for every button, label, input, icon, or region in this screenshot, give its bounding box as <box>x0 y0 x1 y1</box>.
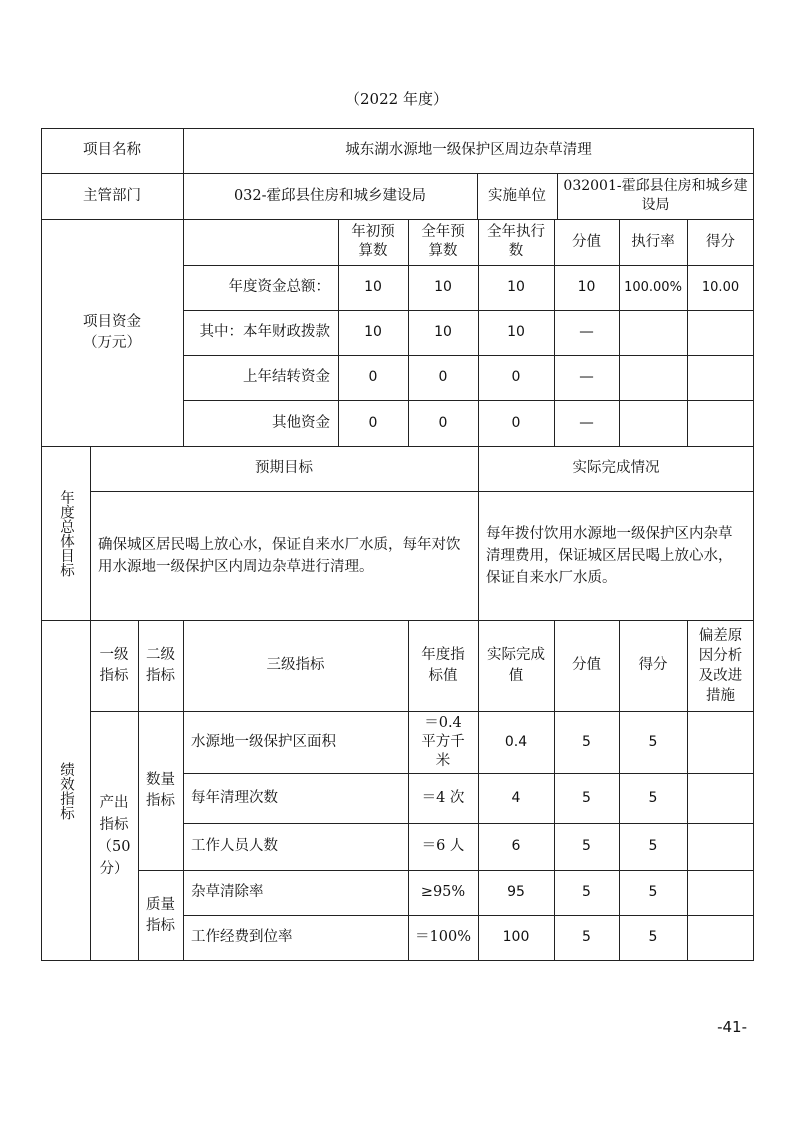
perf-row-actual: 4 <box>511 789 521 806</box>
unit-label: 实施单位 <box>488 187 546 204</box>
funds-label: 项目资金 （万元） <box>83 313 141 351</box>
goals-actual-header: 实际完成情况 <box>572 460 660 476</box>
project-name-value: 城东湖水源地一级保护区周边杂草清理 <box>345 142 592 158</box>
perf-row-actual: 95 <box>507 884 525 900</box>
funds-cell: 100.00% <box>624 280 682 295</box>
funds-row-label: 上年结转资金 <box>243 369 330 385</box>
perf-row-score: 5 <box>582 929 591 945</box>
perf-header-score: 分值 <box>572 657 601 673</box>
perf-header-actual: 实际完成 值 <box>487 646 545 684</box>
perf-label <box>41 620 90 961</box>
perf-label-text: 绩效指标 <box>58 761 74 820</box>
perf-row-target: ＝100% <box>415 929 471 945</box>
performance-table <box>41 128 754 961</box>
funds-header-rate: 执行率 <box>631 233 675 250</box>
goals-expected-header: 预期目标 <box>255 460 313 476</box>
funds-header-executed: 全年执行 数 <box>487 224 545 259</box>
goals-expected-text: 确保城区居民喝上放心水，保证自来水厂水质，每年对饮用水源地一级保护区内周边杂草进行清理。 <box>98 536 461 575</box>
perf-row-target: ＝6 人 <box>421 838 465 854</box>
perf-row-got: 5 <box>648 884 658 900</box>
perf-row-target: ＝4 次 <box>421 789 465 806</box>
funds-cell: 10 <box>364 279 382 295</box>
perf-row-score: 5 <box>582 789 591 806</box>
perf-row-got: 5 <box>648 838 658 854</box>
funds-cell: 10 <box>507 324 525 340</box>
goals-actual-text: 每年拨付饮用水源地一级保护区内杂草清理费用，保证城区居民喝上放心水，保证自来水厂水质。 <box>486 525 733 586</box>
perf-row-name: 杂草清除率 <box>191 884 264 900</box>
funds-cell: — <box>579 324 594 340</box>
perf-row-score: 5 <box>582 884 591 900</box>
project-name-label: 项目名称 <box>83 142 141 158</box>
funds-header-got: 得分 <box>706 233 735 250</box>
funds-header-initial: 年初预 算数 <box>351 224 395 259</box>
goals-label-text: 年度总体目标 <box>58 489 74 577</box>
perf-row-score: 5 <box>582 733 591 750</box>
perf-header-target: 年度指 标值 <box>421 646 465 684</box>
goals-label <box>41 446 90 620</box>
funds-header-score: 分值 <box>572 233 601 250</box>
funds-cell: 0 <box>438 369 448 385</box>
perf-l2-quantity: 数量 指标 <box>146 771 175 809</box>
perf-header-l2: 二级 指标 <box>146 646 175 684</box>
funds-row-label: 其他资金 <box>272 414 330 431</box>
perf-header-reason: 偏差原 因分析 及改进 措施 <box>698 627 743 704</box>
perf-header-l1: 一级 指标 <box>99 646 129 684</box>
unit-value: 032001-霍邱县住房和城乡建设局 <box>563 178 748 213</box>
funds-cell: 10 <box>434 279 452 295</box>
funds-row-label: 其中：本年财政拨款 <box>199 324 330 340</box>
perf-l1-output: 产出 指标 （50 分） <box>97 795 131 877</box>
funds-cell: 0 <box>438 414 448 431</box>
funds-cell: 10 <box>364 324 382 340</box>
perf-row-actual: 100 <box>502 929 530 945</box>
funds-cell: — <box>579 369 594 385</box>
perf-row-got: 5 <box>648 789 658 806</box>
perf-header-got: 得分 <box>638 657 668 673</box>
perf-row-got: 5 <box>648 733 658 750</box>
perf-row-got: 5 <box>648 929 658 945</box>
year-caption: （2022 年度） <box>345 90 448 108</box>
funds-row-label: 年度资金总额： <box>228 279 330 295</box>
funds-cell: 10 <box>507 279 525 295</box>
funds-cell: 0 <box>368 369 378 385</box>
perf-l2-quality: 质量 指标 <box>146 896 175 934</box>
funds-cell: — <box>579 414 594 431</box>
perf-row-name: 每年清理次数 <box>191 789 278 806</box>
perf-row-target: ＝0.4 平方千 米 <box>421 714 465 769</box>
funds-cell: 10 <box>577 279 596 295</box>
perf-row-name: 工作经费到位率 <box>191 929 293 945</box>
funds-header-annual: 全年预 算数 <box>421 224 465 259</box>
funds-cell: 0 <box>511 414 521 431</box>
funds-cell: 10 <box>434 324 452 340</box>
funds-cell: 0 <box>368 414 378 431</box>
dept-value: 032-霍邱县住房和城乡建设局 <box>233 187 427 204</box>
dept-label: 主管部门 <box>83 187 141 204</box>
funds-cell: 10.00 <box>701 280 740 295</box>
perf-row-score: 5 <box>582 838 591 854</box>
funds-cell: 0 <box>511 369 521 385</box>
perf-row-name: 水源地一级保护区面积 <box>191 733 336 750</box>
perf-header-l3: 三级指标 <box>266 657 325 673</box>
perf-row-name: 工作人员人数 <box>191 838 278 854</box>
page-number: -41- <box>717 1018 747 1036</box>
perf-row-target: ≥95% <box>420 884 466 900</box>
perf-row-actual: 0.4 <box>504 733 528 750</box>
perf-row-actual: 6 <box>511 838 521 854</box>
